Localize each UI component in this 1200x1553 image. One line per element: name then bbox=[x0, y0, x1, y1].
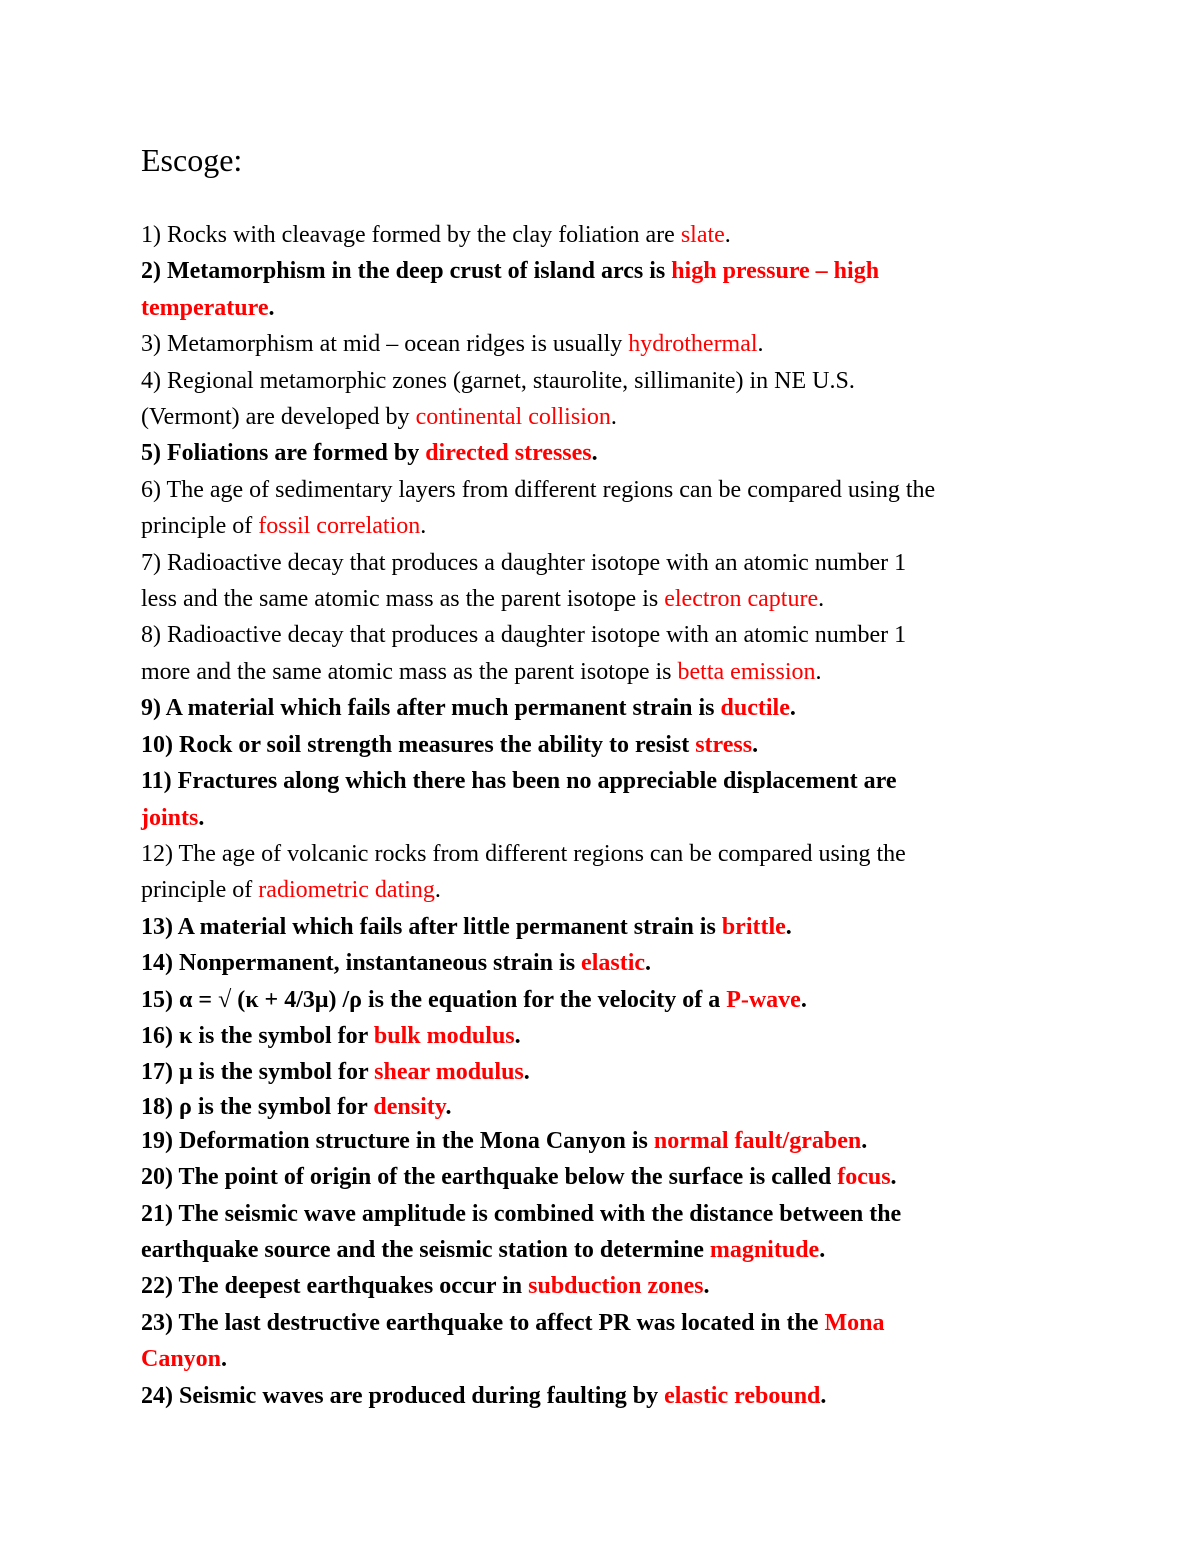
question-item bbox=[141, 982, 1071, 1018]
answer-text: radiometric dating bbox=[258, 877, 435, 904]
answer-text: slate bbox=[680, 222, 725, 248]
question-item bbox=[141, 690, 1071, 726]
question-text: 12) The age of volcanic rocks from different regions can be compared using the bbox=[141, 840, 906, 867]
answer-text: stress bbox=[695, 731, 753, 758]
question-text: 2) Metamorphism in the deep crust of island arcs is bbox=[141, 258, 672, 285]
question-text: 23) The last destructive earthquake to affect PR was located in the bbox=[141, 1309, 825, 1336]
answer-text: P-wave bbox=[726, 986, 801, 1013]
question-text: 20) The point of origin of the earthquake below the surface is called bbox=[141, 1164, 838, 1191]
question-text: . bbox=[591, 440, 598, 467]
answer-text: high pressure – high bbox=[671, 258, 880, 285]
question-text: 6) The age of sedimentary layers from different regions can be compared using the bbox=[141, 476, 936, 503]
question-text: . bbox=[789, 695, 796, 722]
question-text: 8) Radioactive decay that produces a daughter isotope with an atomic number 1 bbox=[141, 622, 907, 649]
answer-text: subduction zones bbox=[528, 1273, 704, 1300]
question-text: . bbox=[514, 1022, 521, 1049]
question-text: 18) ρ is the symbol for bbox=[141, 1093, 374, 1120]
question-text: . bbox=[815, 658, 822, 685]
question-text: . bbox=[819, 1236, 826, 1263]
question-item bbox=[141, 435, 1071, 471]
question-text: . bbox=[645, 950, 652, 977]
question-text: 10) Rock or soil strength measures the ability to resist bbox=[141, 731, 696, 758]
question-text: . bbox=[434, 877, 441, 904]
question-text: 4) Regional metamorphic zones (garnet, staurolite, sillimanite) in NE U.S. bbox=[141, 367, 855, 394]
question-text: . bbox=[445, 1093, 452, 1120]
answer-text: ductile bbox=[720, 695, 790, 722]
question-item bbox=[141, 945, 1071, 981]
question-item bbox=[141, 1305, 1071, 1378]
question-item bbox=[141, 1091, 1071, 1123]
question-item bbox=[141, 217, 1071, 253]
answer-text: normal fault/graben bbox=[653, 1127, 862, 1154]
answer-text: focus bbox=[837, 1164, 891, 1191]
question-text: . bbox=[268, 294, 275, 321]
question-item bbox=[141, 763, 1071, 836]
question-item bbox=[141, 1159, 1071, 1195]
question-text: less and the same atomic mass as the parent isotope is bbox=[141, 586, 665, 613]
question-text: . bbox=[800, 986, 807, 1013]
question-text: 13) A material which fails after little permanent strain is bbox=[141, 913, 722, 940]
answer-text: hydrothermal bbox=[628, 331, 758, 358]
question-text: 22) The deepest earthquakes occur in bbox=[141, 1273, 529, 1300]
question-item bbox=[141, 326, 1071, 362]
question-text: 3) Metamorphism at mid – ocean ridges is usually bbox=[141, 331, 629, 358]
answer-text: bulk modulus bbox=[373, 1022, 515, 1049]
answer-text: Canyon bbox=[141, 1346, 222, 1373]
question-text: more and the same atomic mass as the parent isotope is bbox=[141, 658, 678, 685]
question-item bbox=[141, 909, 1071, 945]
question-text: . bbox=[221, 1346, 228, 1373]
question-item bbox=[141, 1123, 1071, 1159]
question-text: . bbox=[703, 1273, 710, 1300]
question-text: principle of bbox=[141, 877, 259, 904]
question-text: . bbox=[757, 331, 764, 358]
question-text: 17) μ is the symbol for bbox=[141, 1059, 375, 1086]
answer-text: directed stresses bbox=[425, 440, 592, 467]
question-text: . bbox=[724, 222, 731, 248]
question-item bbox=[141, 1268, 1071, 1304]
answer-text: temperature bbox=[141, 294, 269, 321]
question-text: . bbox=[610, 404, 617, 431]
question-item bbox=[141, 1196, 1071, 1269]
question-text: 9) A material which fails after much permanent strain is bbox=[141, 695, 721, 722]
answer-text: fossil correlation bbox=[258, 513, 421, 540]
question-text: 7) Radioactive decay that produces a daughter isotope with an atomic number 1 bbox=[141, 549, 907, 576]
question-item bbox=[141, 617, 1071, 690]
question-text: . bbox=[198, 804, 205, 831]
question-text: 19) Deformation structure in the Mona Canyon is bbox=[141, 1127, 654, 1154]
question-text: earthquake source and the seismic station to determine bbox=[141, 1236, 710, 1263]
document-title: Escoge: bbox=[141, 142, 243, 178]
question-item bbox=[141, 253, 1071, 326]
answer-text: elastic rebound bbox=[664, 1382, 821, 1409]
answer-text: continental collision bbox=[415, 404, 611, 431]
answer-text: electron capture bbox=[664, 586, 819, 613]
question-text: . bbox=[523, 1059, 530, 1086]
question-text: . bbox=[752, 731, 759, 758]
question-item bbox=[141, 1378, 1071, 1414]
question-item bbox=[141, 836, 1071, 909]
answer-text: brittle bbox=[721, 913, 786, 940]
question-text: 14) Nonpermanent, instantaneous strain is bbox=[141, 950, 582, 977]
answer-text: magnitude bbox=[709, 1236, 820, 1263]
question-item bbox=[141, 1018, 1071, 1054]
answer-text: elastic bbox=[581, 950, 646, 977]
answer-text: shear modulus bbox=[374, 1059, 524, 1086]
question-text: 1) Rocks with cleavage formed by the clay foliation are bbox=[141, 222, 681, 248]
question-text: . bbox=[861, 1127, 868, 1154]
answer-text: joints bbox=[141, 804, 199, 831]
question-text: . bbox=[890, 1164, 897, 1191]
question-text: . bbox=[785, 913, 792, 940]
question-list bbox=[141, 217, 1071, 1414]
question-item bbox=[141, 363, 1071, 436]
question-text: . bbox=[420, 513, 427, 540]
question-item bbox=[141, 472, 1071, 545]
question-text: 15) α = √ (κ + 4/3μ) /ρ is the equation for the velocity of a bbox=[141, 986, 727, 1013]
question-text: 21) The seismic wave amplitude is combined with the distance between the bbox=[141, 1200, 902, 1227]
question-text: . bbox=[818, 586, 825, 613]
question-text: 24) Seismic waves are produced during faulting by bbox=[141, 1382, 665, 1409]
question-text: (Vermont) are developed by bbox=[141, 404, 416, 431]
answer-text: Mona bbox=[824, 1309, 885, 1336]
question-item bbox=[141, 1054, 1071, 1090]
answer-text: density bbox=[373, 1093, 446, 1120]
question-text: . bbox=[820, 1382, 827, 1409]
question-text: 5) Foliations are formed by bbox=[141, 440, 426, 467]
question-text: 11) Fractures along which there has been no appreciable displacement are bbox=[141, 768, 897, 795]
answer-text: betta emission bbox=[677, 658, 816, 685]
question-text: 16) κ is the symbol for bbox=[141, 1022, 374, 1049]
question-item bbox=[141, 727, 1071, 763]
question-item bbox=[141, 545, 1071, 618]
question-text: principle of bbox=[141, 513, 259, 540]
